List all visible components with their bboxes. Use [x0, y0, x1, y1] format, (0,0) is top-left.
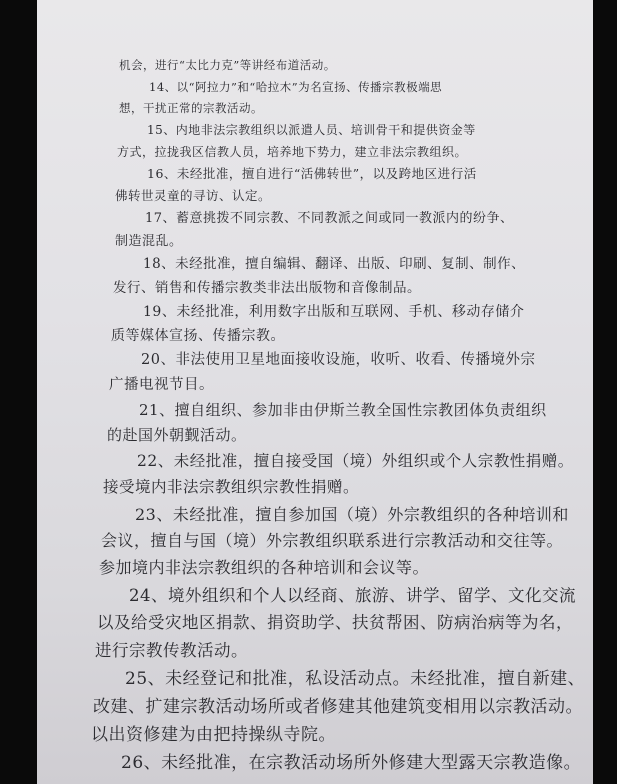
text-line: 发行、销售和传播宗教类非法出版物和音像制品。	[113, 280, 421, 296]
text-line: 25、未经登记和批准，私设活动点。未经批准，擅自新建、	[125, 669, 586, 689]
document-body	[37, 0, 593, 784]
text-line: 15、内地非法宗教组织以派遣人员、培训骨干和提供资金等	[147, 123, 476, 137]
text-line: 改建、扩建宗教活动场所或者修建其他建筑变相用以宗教活动。	[93, 697, 583, 717]
text-line: 接受境内非法宗教组织宗教性捐赠。	[103, 478, 360, 496]
text-line: 以出资修建为由把持操纵寺院。	[91, 725, 336, 745]
text-line: 想，干扰正常的宗教活动。	[119, 101, 263, 115]
text-line: 制造混乱。	[115, 234, 183, 249]
text-line: 参加境内非法宗教组织的各种培训和会议等。	[99, 558, 430, 577]
text-line: 机会，进行“太比力克”等讲经布道活动。	[119, 58, 336, 72]
text-line: 21、擅自组织、参加非由伊斯兰教全国性宗教团体负责组织	[139, 401, 547, 419]
text-line: 质等媒体宣扬、传播宗教。	[111, 328, 285, 344]
text-line: 16、未经批准，擅自进行“活佛转世”，以及跨地区进行活	[147, 166, 477, 181]
text-line: 24、境外组织和个人以经商、旅游、讲学、留学、文化交流	[129, 586, 576, 605]
text-line: 20、非法使用卫星地面接收设施，收听、收看、传播境外宗	[141, 352, 536, 368]
text-line: 19、未经批准，利用数字出版和互联网、手机、移动存储介	[143, 304, 525, 320]
text-line: 17、蓄意挑拨不同宗教、不同教派之间或同一教派内的纷争、	[145, 211, 514, 226]
text-line: 以及给受灾地区捐款、捐资助学、扶贫帮困、防病治病等为名，	[97, 613, 573, 632]
text-line: 的赴国外朝觐活动。	[107, 426, 247, 444]
document-page	[37, 0, 593, 784]
text-line: 22、未经批准，擅自接受国（境）外组织或个人宗教性捐赠。	[137, 452, 574, 470]
text-line: 18、未经批准，擅自编辑、翻译、出版、印刷、复制、制作、	[143, 256, 526, 272]
text-line: 方式，拉拢我区信教人员，培养地下势力，建立非法宗教组织。	[117, 145, 468, 159]
text-line: 佛转世灵童的寻访、认定。	[115, 188, 272, 203]
text-line: 广播电视节目。	[109, 377, 214, 393]
text-line: 14、以“阿拉力”和“哈拉木”为名宣扬、传播宗教极端思	[149, 80, 443, 94]
text-line: 进行宗教传教活动。	[95, 641, 248, 660]
text-line: 会议，擅自与国（境）外宗教组织联系进行宗教活动和交往等。	[101, 531, 564, 550]
text-line: 26、未经批准，在宗教活动场所外修建大型露天宗教造像。	[121, 753, 582, 773]
text-line: 23、未经批准，擅自参加国（境）外宗教组织的各种培训和	[135, 505, 569, 524]
